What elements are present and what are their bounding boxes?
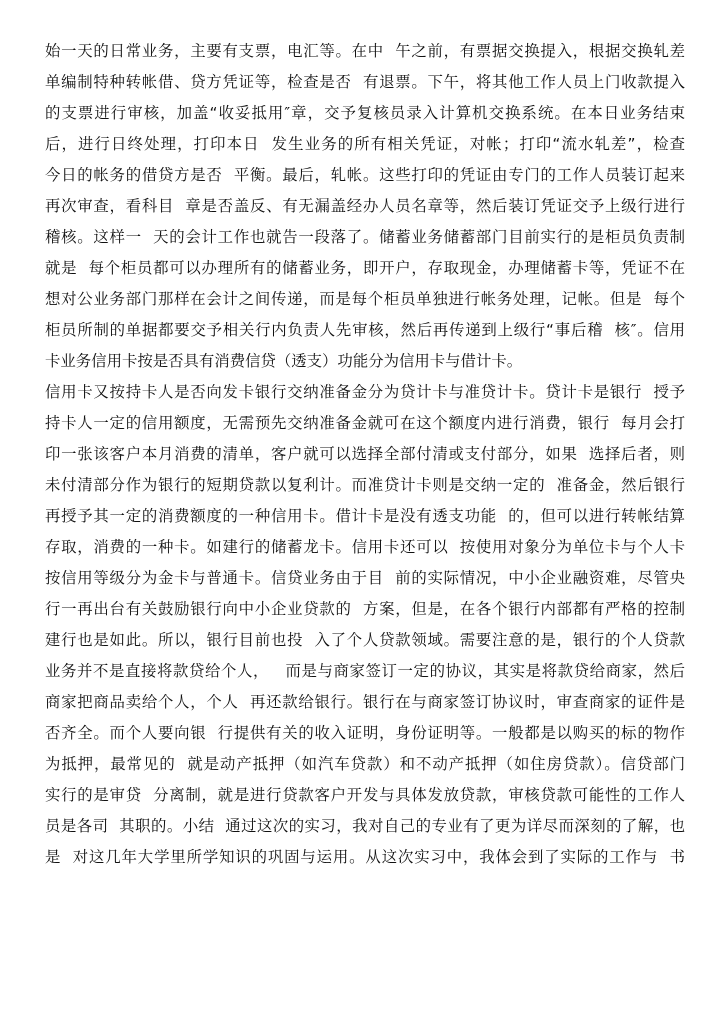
text-line: 就是 每个柜员都可以办理所有的储蓄业务，即开户，存取现金，办理储蓄卡等，凭证不在 [45, 259, 685, 277]
text-line: 按信用等级分为金卡与普通卡。信贷业务由于目 前的实际情况，中小企业融资难，尽管央 [45, 569, 685, 587]
text-line: 后，进行日终处理，打印本日 发生业务的所有相关凭证，对帐；打印“流水轧差”，检查 [45, 135, 685, 153]
text-line: 单编制特种转帐借、贷方凭证等，检查是否 有退票。下午，将其他工作人员上门收款提入 [45, 73, 685, 91]
text-line: 持卡人一定的信用额度，无需预先交纳准备金就可在这个额度内进行消费，银行 每月会打 [45, 414, 685, 432]
text-line: 再次审查，看科目 章是否盖反、有无漏盖经办人员名章等，然后装订凭证交予上级行进行 [45, 197, 685, 215]
text-line: 信用卡又按持卡人是否向发卡银行交纳准备金分为贷计卡与准贷计卡。贷计卡是银行 授予 [45, 383, 685, 401]
text-line: 建行也是如此。所以，银行目前也投 入了个人贷款领域。需要注意的是，银行的个人贷款 [45, 631, 685, 649]
text-line: 的支票进行审核，加盖“收妥抵用″章，交予复核员录入计算机交换系统。在本日业务结束 [45, 104, 685, 122]
text-line: 柜员所制的单据都要交予相关行内负责人先审核，然后再传递到上级行“事后稽 核″。信用 [45, 321, 685, 339]
text-line: 印一张该客户本月消费的清单，客户就可以选择全部付清或支付部分，如果 选择后者，则 [45, 445, 685, 463]
text-line: 实行的是审贷 分离制，就是进行贷款客户开发与具体发放贷款，审核贷款可能性的工作人 [45, 786, 685, 804]
text-line: 是 对这几年大学里所学知识的巩固与运用。从这次实习中，我体会到了实际的工作与 书 [45, 848, 685, 866]
text-line: 未付清部分作为银行的短期贷款以复利计。而准贷计卡则是交纳一定的 准备金，然后银行 [45, 476, 685, 494]
text-line: 再授予其一定的消费额度的一种信用卡。借计卡是没有透支功能 的，但可以进行转帐结算 [45, 507, 685, 525]
text-line: 今日的帐务的借贷方是否 平衡。最后，轧帐。这些打印的凭证由专门的工作人员装订起来 [45, 166, 685, 184]
text-line: 存取，消费的一种卡。如建行的储蓄龙卡。信用卡还可以 按使用对象分为单位卡与个人卡 [45, 538, 685, 556]
document-body [45, 36, 685, 873]
text-line: 业务并不是直接将款贷给个人， 而是与商家签订一定的协议，其实是将款贷给商家，然后 [45, 662, 685, 680]
text-line: 为抵押，最常见的 就是动产抵押（如汽车贷款）和不动产抵押（如住房贷款）。信贷部门 [45, 755, 685, 773]
text-line: 商家把商品卖给个人，个人 再还款给银行。银行在与商家签订协议时，审查商家的证件是 [45, 693, 685, 711]
text-line: 员是各司 其职的。小结 通过这次的实习，我对自己的专业有了更为详尽而深刻的了解，也 [45, 817, 685, 835]
text-line: 想对公业务部门那样在会计之间传递，而是每个柜员单独进行帐务处理，记帐。但是 每个 [45, 290, 685, 308]
text-line: 卡业务信用卡按是否具有消费信贷（透支）功能分为信用卡与借计卡。 [45, 352, 523, 370]
text-line: 始一天的日常业务，主要有支票，电汇等。在中 午之前，有票据交换提入，根据交换轧差 [45, 42, 685, 60]
text-line: 稽核。这样一 天的会计工作也就告一段落了。储蓄业务储蓄部门目前实行的是柜员负责制 [45, 228, 685, 246]
text-line: 行一再出台有关鼓励银行向中小企业贷款的 方案，但是，在各个银行内部都有严格的控制 [45, 600, 685, 618]
text-line: 否齐全。而个人要向银 行提供有关的收入证明，身份证明等。一般都是以购买的标的物作 [45, 724, 685, 742]
